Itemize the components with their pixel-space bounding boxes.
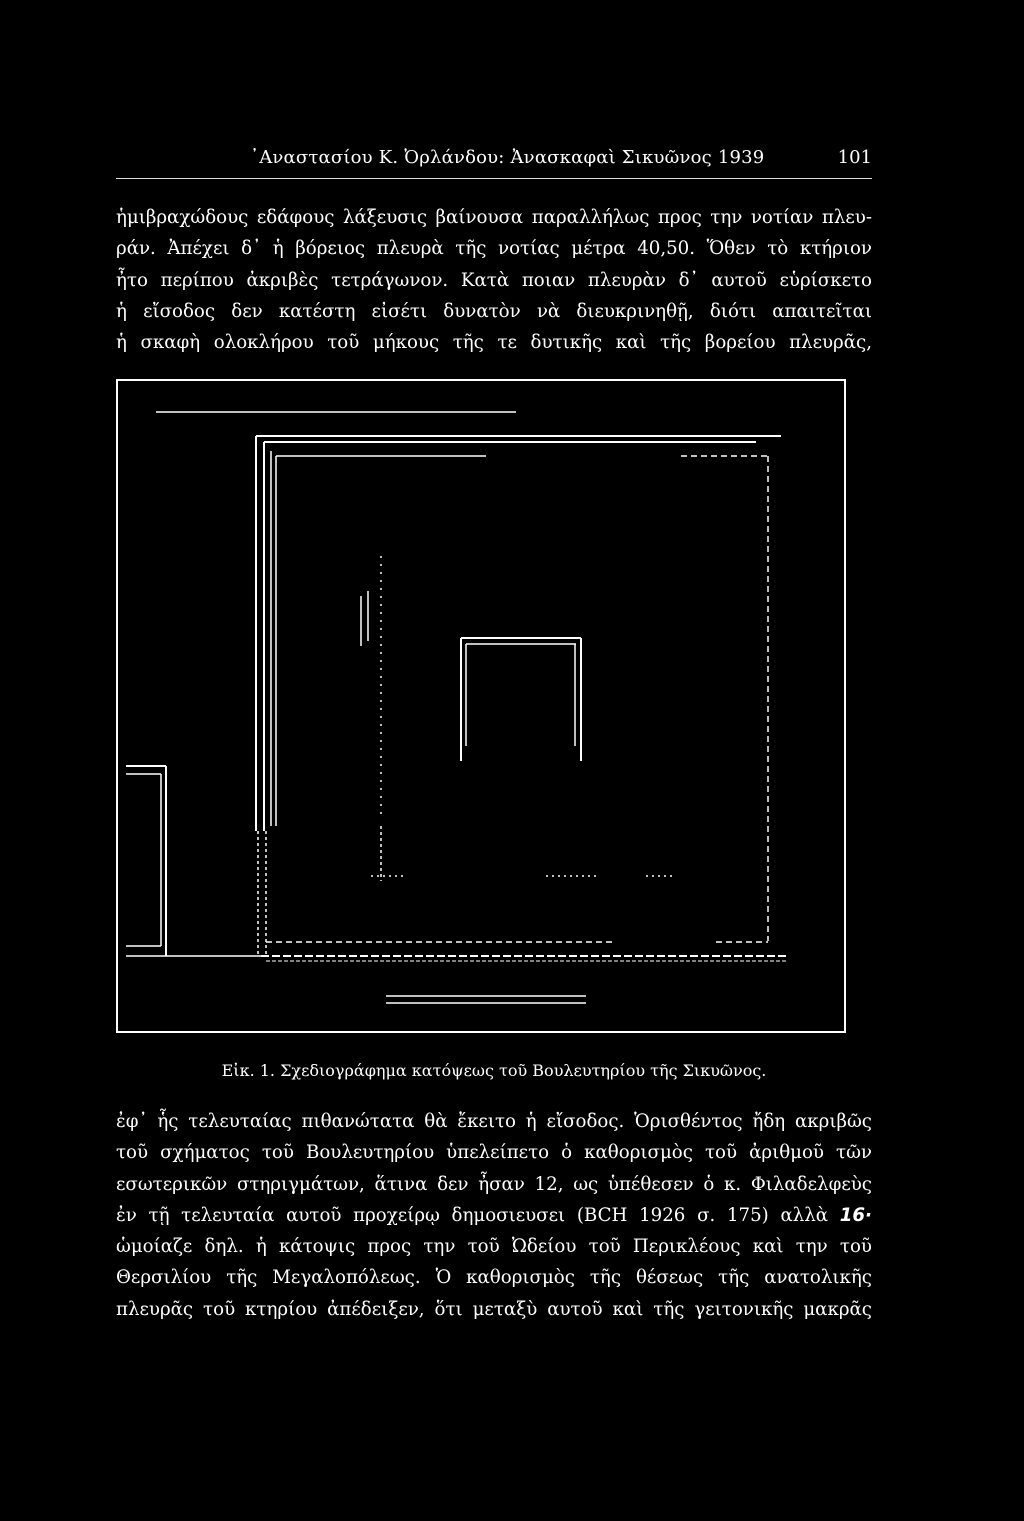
text-line: ὡμοίαζε δηλ. ἡ κάτοψις προς την τοῦ Ὠδείου τοῦ Περικλέους καὶ την τοῦ [116,1236,872,1258]
header-title: ᾿Αναστασίου Κ. Ὀρλάνδου: Ἀνασκαφαὶ Σικυῶνος 1939 [250,147,765,168]
caption-number: Εἰκ. 1. [221,1061,275,1080]
text-line: ἡ σκαφὴ ολοκλήρου τοῦ μήκους τῆς τε δυτικῆς καὶ τῆς βορείου πλευρᾶς, [116,332,872,354]
text-line: Θερσιλίου τῆς Μεγαλοπόλεως. Ὁ καθορισμὸς τῆς θέσεως τῆς ανατολικῆς [116,1267,872,1289]
figure-frame [117,380,845,1032]
running-header [116,147,872,179]
figure-caption [116,1061,872,1080]
text-line: ἡ εἴσοδος δεν κατέστη εἰσέτι δυνατὸν νὰ διευκρινηθῇ, διότι απαιτεῖται [116,300,872,322]
text-line: ἦτο περίπου ἀκριβὲς τετράγωνον. Κατὰ ποιαν πλευρὰν δ᾿ αυτοῦ εὑρίσκετο [116,269,872,291]
paragraph-bottom [116,1106,872,1325]
text-line: ράν. Ἀπέχει δ᾿ ἡ βόρειος πλευρὰ τῆς νοτίας μέτρα 40,50. Ὅθεν τὸ κτήριον [116,238,872,260]
text-line: τοῦ σχήματος τοῦ Βουλευτηρίου ὑπελείπετο ὁ καθορισμὸς τοῦ ἀριθμοῦ τῶν [116,1142,872,1164]
text-line: πλευρᾶς τοῦ κτηρίου ἀπέδειξεν, ὅτι μεταξὺ αυτοῦ καὶ τῆς γειτονικῆς μακρᾶς [116,1298,872,1320]
plan-drawing [116,376,856,1036]
paragraph-top [116,202,872,358]
header-rule [116,178,872,179]
caption-text: Σχεδιογράφημα κατόψεως τοῦ Βουλευτηρίου τῆς Σικυῶνος. [280,1061,767,1080]
text-line: εσωτερικῶν στηριγμάτων, ἅτινα δεν ἦσαν 12, ως ὑπέθεσεν ὁ κ. Φιλαδελφεὺς [116,1173,872,1195]
text-line-with-note [116,1200,872,1231]
footnote-mark: 16· [839,1204,872,1226]
text-line: ἐφ᾿ ἧς τελευταίας πιθανώτατα θὰ ἔκειτο ἡ εἴσοδος. Ὁρισθέντος ἤδη ακριβῶς [116,1111,872,1132]
text-line: ἐν τῇ τελευταία αυτοῦ προχείρῳ δημοσιευσει (BCH 1926 σ. 175) αλλὰ [116,1204,829,1226]
plan-figure [116,376,856,1036]
text-line: ἡμιβραχώδους εδάφους λάξευσις βαίνουσα παραλλήλως προς την νοτίαν πλευ- [116,207,872,228]
page-number: 101 [837,147,872,168]
